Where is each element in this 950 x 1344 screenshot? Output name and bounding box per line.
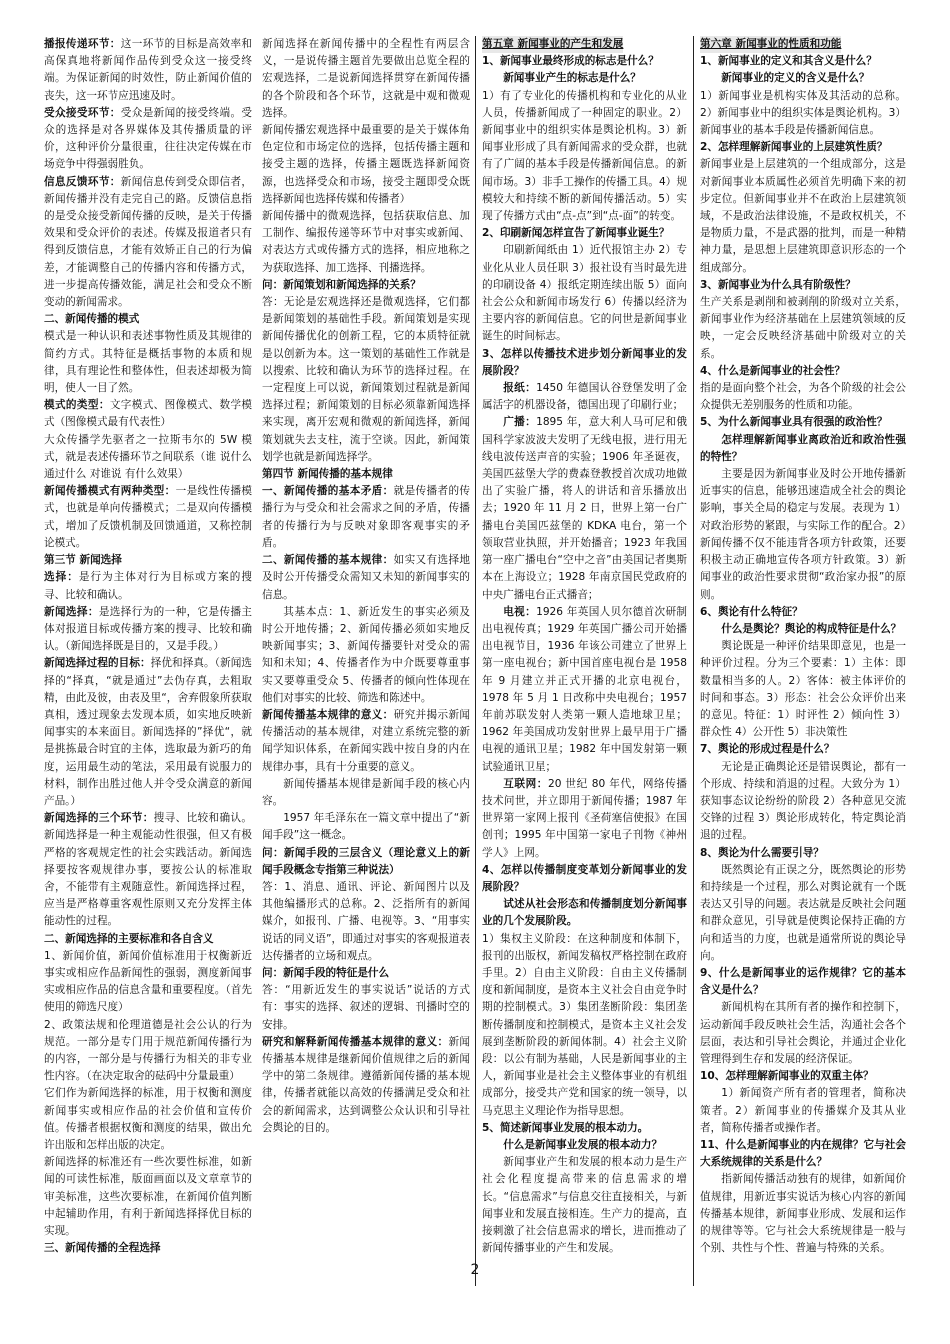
col2-paragraph [262, 982, 470, 1034]
col3-paragraph [482, 1120, 687, 1137]
bold-term: 播报传递环节： [44, 38, 121, 50]
col4-paragraph [700, 1068, 906, 1085]
col4-paragraph [700, 277, 906, 294]
body-text: 就是传播者的传播行为与受众和社会需求之间的矛盾，传播者的传播行为与反映对象即客观事实的矛盾。 [262, 485, 470, 549]
chapter-heading: 第六章 新闻事业的性质和功能 [700, 36, 841, 53]
body-text: 2、政策法规和伦理道德是社会公认的行为规范。一部分是专门用于规范新闻传播行为的内容，一部分是与传播行为相关的非专业性内容。（在决定取舍的砝码中分量最重） [44, 1018, 252, 1083]
body-text: 指新闻传播活动独有的规律，如新闻价值规律，用新近事实说话为核心内容的新闻传播基本规律，新闻事业形成、发展和运作的规律等等。它与社会大系统规律是一般与个别、共性与个性、普遍与特殊的关系。 [700, 1173, 906, 1255]
body-text: 是选择行为的一种，它是传播主体对报道目标或传播方案的搜寻、比较和确认。（新闻选择既是目的，又是手段。） [44, 605, 252, 653]
col4-paragraph [700, 604, 906, 621]
bold-term: 10、怎样理解新闻事业的双重主体？ [700, 1070, 874, 1083]
body-text: 新闻传播基本规律是新闻手段的核心内容。 [262, 777, 470, 807]
body-text: 新闻传播中的微观选择，包括获取信息、加工制作、编报传递等环节中对事实或新闻、对表达方式或传播方式的选择，相应地称之为获取选择、加工选择、刊播选择。 [262, 210, 470, 274]
col3-paragraph [482, 242, 687, 345]
body-text: 其基本点：1、新近发生的事实必须及时公开地传播；2、新闻传播必须如实地反映新闻事实；3、新闻传播要针对受众的需知和未知；4、传播者作为中介既要尊重事实又要尊重受众 5、传播者的倾向性体现在他们对事实的比较、筛选和陈述中。 [262, 605, 470, 704]
col2-paragraph [262, 810, 470, 844]
col2-paragraph [262, 604, 470, 707]
col2-paragraph [262, 208, 470, 277]
col3-paragraph [482, 36, 687, 53]
section-heading: 二、新闻选择的主要标准和各自含义 [44, 932, 214, 945]
body-text: 新闻机构在其所有者的操作和控制下，运动新闻手段反映社会生活，沟通社会各个层面，表达和引导社会舆论，并通过企业化管理得到生存和发展的经济保证。 [700, 1001, 906, 1065]
col4-paragraph [700, 414, 906, 431]
col1-paragraph [44, 1017, 252, 1086]
body-text: 新闻传播宏观选择中最重要的是关于媒体角色定位和市场定位的选择，包括传播主题和接受主题的选择，传播主题既选择新闻资源，也选择受众和市场，接受主题即受众既选择新闻也选择传媒和传播者） [262, 124, 470, 205]
body-text: 答：无论是宏观选择还是微观选择，它们都是新闻策划的基础性手段。新闻策划是实现新闻传播优化的创新工程，它的本质特征就是以创新为本。这一策划的基础性工作就是以搜索、比较和确认为环节的选择过程。在一定程度上可以说，新闻策划过程就是新闻选择过程；新闻策划的目标必须靠新闻选择来实现，离开宏观和微观的新闻选择，新闻策划就失去支柱，流于空谈。因此，新闻策划学也就是新闻选择学。 [262, 296, 470, 463]
body-text: 研究并揭示新闻传播活动的基本规律，对建立系统完整的新闻学知识体系，在新闻实践中按自身的内在规律办事，具有十分重要的意义。 [262, 708, 470, 773]
col2-paragraph [262, 277, 470, 294]
col2-paragraph [262, 707, 470, 776]
col4-paragraph [700, 759, 906, 845]
col2-paragraph [262, 466, 470, 483]
col4-paragraph [700, 53, 906, 70]
body-text: 1926 年英国人贝尔德首次研制出电视传真；1929 年英国广播公司开始播出电视节目，1936 年该公司建立了世界上第一座电视台；新中国首座电视台是 1958 年 9 月建立并正式开播的北京电视台，1978 年 5 月 1 日改称中央电视台；1957 年前苏联发射人类第一颗人造地球卫星；1962 年美国成功发射世界上最早用于广播电视的通讯卫星；1982 年中国发射第一颗试验通讯卫星； [482, 605, 687, 773]
body-text: 搜寻、比较和确认。新闻选择是一种主观能动性很强，但又有极严格的客观规定性的社会实践活动。新闻选择要按客观规律办事，要按公认的标准取舍，不能带有主观随意性。新闻选择过程，应当是严格尊重客观性原则又充分发挥主体能动性的过程。 [44, 812, 252, 928]
body-text: 这一环节的目标是高效率和高保真地将新闻作品传到受众这一接受终端。为保证新闻的时效性，防止新闻价值的丧失，这一环节应迅速及时。 [44, 38, 252, 102]
col1-paragraph [44, 948, 252, 1017]
bold-term: 2、印刷新闻怎样宣告了新闻事业诞生？ [482, 227, 670, 240]
col1-paragraph [44, 105, 252, 174]
body-text: 答：“用新近发生的事实说话”说话的方式有：事实的选择、叙述的逻辑、刊播时空的安排。 [262, 984, 470, 1031]
col4-paragraph [700, 999, 906, 1068]
body-text: 20 世纪 80 年代，网络传播技术问世，并立即用于新闻传播；1987 年世界第一家网上报刊《圣荷塞信使报》在国创刊；1995 年中国第一家电子刊物《神州学人》上网。 [482, 777, 687, 859]
bold-term: 新闻事业产生的标志是什么？ [503, 72, 641, 85]
section-heading: 第四节 新闻传播的基本规律 [262, 468, 393, 481]
body-text: 生产关系是剥削和被剥削的阶级对立关系，新闻事业作为经济基础在上层建筑领域的反映，一定会反映经济基础中阶级对立的关系。 [700, 296, 906, 360]
body-text: 新闻事业是上层建筑的一个组成部分，这是对新闻事业本质属性必须首先明确下来的初步定位。但新闻事业并不在政治上层建筑领域，不是政治法律设施，不是政权机关，不是物质力量，不是武器的批判，而是一种精神力量，是思想上层建筑即意识形态的一个组成部分。 [700, 158, 906, 274]
col4-paragraph [700, 363, 906, 380]
col3-paragraph [482, 1137, 687, 1154]
section-heading: 二、新闻传播的模式 [44, 313, 140, 326]
col1-paragraph [44, 552, 252, 569]
bold-term: 6、舆论有什么特征？ [700, 605, 803, 618]
col1-paragraph [44, 655, 252, 810]
col2-paragraph [262, 552, 470, 604]
bold-term: 4、怎样以传播制度变革划分新闻事业的发展阶段？ [482, 863, 687, 893]
chapter-heading: 第五章 新闻事业的产生和发展 [482, 36, 623, 53]
col3-paragraph [482, 70, 687, 87]
bold-term: 新闻选择的三个环节： [44, 812, 154, 825]
col3-paragraph [482, 414, 687, 603]
col1-paragraph [44, 432, 252, 484]
body-text: 舆论既是一种评价结果即意见，也是一种评价过程。分为三个要素：1）主体：即数量相当多的人。2）客体：被主体评价的时间和事态。3）形态：社会公众评价出来的意见。特征：1）时评性 2）倾向性 3）群众性 4）公开性 5）非决策性 [700, 640, 906, 739]
col4-paragraph [700, 380, 906, 414]
col4-paragraph [700, 466, 906, 604]
col1-paragraph [44, 1085, 252, 1154]
col1-paragraph [44, 328, 252, 397]
col3-paragraph [482, 346, 687, 380]
bold-term: 新闻选择： [44, 605, 99, 618]
col3-paragraph [482, 776, 687, 862]
bold-term: 试述从社会形态和传播制度划分新闻事业的几个发展阶段。 [482, 898, 687, 928]
col2-paragraph [262, 776, 470, 810]
col3-paragraph [482, 1154, 687, 1257]
body-text: 模式是一种认识和表述事物性质及其规律的简约方式。其特征是概括事物的本质和规律，具有理论性和整体性，但表述却极为简明，使人一目了然。 [44, 330, 252, 395]
body-text: 一是线性传播模式，也就是单向传播模式；二是双向传播模式，增加了反馈机制及回馈通道，又称控制论模式。 [44, 485, 252, 549]
column-divider [693, 36, 694, 1286]
body-text: 新闻事业产生和发展的根本动力是生产社会化程度提高带来的信息需求的增长。“信息需求”与信息交往直接相关，与新闻事业和发展直接相连。生产力的提高，直接刺激了社会信息需求的增长，进而推动了新闻传播事业的产生和发展。 [482, 1156, 687, 1255]
column-4 [700, 36, 906, 1286]
col2-paragraph [262, 1034, 470, 1137]
body-text: 1450 年德国认谷登堡发明了金属活字的机器设备，德国出现了印刷行业； [482, 382, 687, 412]
bold-term: 问：新闻策划和新闻选择的关系？ [262, 278, 421, 291]
col1-paragraph [44, 569, 252, 603]
body-text: 它们作为新闻选择的标准，用于权衡和测度新闻事实或相应作品的社会价值和宣传价值。传播者根据权衡和测度的结果，做出允许出版和怎样出版的决定。 [44, 1087, 252, 1151]
col3-paragraph [482, 225, 687, 242]
bold-term: 电视： [503, 605, 537, 618]
bold-term: 怎样理解新闻事业离政治近和政治性强的特性？ [700, 433, 906, 463]
col1-paragraph [44, 931, 252, 948]
col3-paragraph [482, 896, 687, 930]
body-text: 1）有了专业化的传播机构和专业化的从业人员，传播新闻成了一种固定的职业。2）新闻事业中的组织实体是舆论机构。3）新闻事业形成了具有新闻需求的受众群，也就有了广阔的基本手段是传播新闻信息。的新闻市场。3）非手工操作的传播工具。4）规模较大和持续不断的新闻传播活动。5）实现了传播方式由“点-点”到“点-面”的转变。 [482, 89, 687, 223]
bold-term: 新闻选择过程的目标： [44, 657, 151, 670]
col2-paragraph [262, 122, 470, 208]
col4-paragraph [700, 70, 906, 87]
col4-paragraph [700, 862, 906, 965]
body-text: 1957 年毛泽东在一篇文章中提出了“新闻手段”这一概念。 [262, 812, 470, 842]
body-text: 答：1、消息、通讯、评论、新闻图片以及其他编播形式的总称。2、泛指所有的新闻媒介，如报刊、广播、电视等。3、“用事实说话的同义语”，即通过对事实的客观报道表达传播者的立场和观点。 [262, 880, 470, 962]
bold-term: 互联网： [503, 777, 548, 790]
col1-paragraph [44, 604, 252, 656]
body-text: 受众是新闻的接受终端。受众的选择是对各界媒体及其传播质量的评价，这种评价分量很重，往往决定传媒在市场竞争中得强弱胜负。 [44, 106, 252, 171]
bold-term: 3、怎样以传播技术进步划分新闻事业的发展阶段？ [482, 347, 687, 377]
bold-term: 新闻传播基本规律的意义： [262, 708, 394, 721]
body-text: 新闻传播基本规律是继新闻价值规律之后的新闻学中的第二条规律。遵循新闻传播的基本规律，传播者就能以高效的传播满足受众和社会的新闻需求，达到调整公众认识和引导社会舆论的目的。 [262, 1035, 470, 1134]
bold-term: 8、舆论为什么需要引导？ [700, 846, 824, 859]
bold-term: 9、什么是新闻事业的运作规律？它的基本含义是什么？ [700, 966, 906, 997]
bold-term: 1、新闻事业的定义和其含义是什么？ [700, 55, 877, 68]
column-divider [475, 36, 476, 1286]
col4-paragraph [700, 1085, 906, 1137]
body-text: 印刷新闻纸由 1）近代报馆主办 2）专业化从业人员任职 3）报社设有当时最先进的印刷设备 4）报纸定期连续出版 5）面向社会公众和新闻市场发行 6）传播以经济为主要内容的新闻信息。它的问世是新闻事业诞生的时间标志。 [482, 244, 687, 343]
bold-term: 什么是舆论？舆论的构成特征是什么？ [721, 622, 902, 635]
col3-paragraph [482, 88, 687, 226]
body-text: 1）新闻事业是机构实体及其活动的总称。2）新闻事业中的组织实体是舆论机构。3）新闻事业的基本手段是传播新闻信息。 [700, 89, 906, 137]
col1-paragraph [44, 397, 252, 431]
bold-term: 问：新闻手段的三层含义（理论意义上的新闻手段概念专指第三种说法） [262, 846, 470, 876]
page-number: 2 [470, 1262, 480, 1278]
bold-term: 模式的类型： [44, 399, 110, 412]
body-text: 新闻选择在新闻传播中的全程性有两层含义，一是说传播主题首先要做出总览全程的宏观选择，二是说新闻选择贯穿在新闻传播的各个阶段和各个环节，这就是中观和微观选择。 [262, 38, 470, 119]
body-text: 既然舆论有正误之分，既然舆论的形势和持续是一个过程，那么对舆论就有一个既表达又引导的问题。表达就是反映社会问题和群众意见，引导就是使舆论保持正确的方向和适当的力度，也就是通常所说的舆论导向。 [700, 863, 906, 962]
body-text: 1、新闻价值，新闻价值标准用于权衡新近事实或相应作品新闻性的强弱，测度新闻事实或相应作品的信息含量和重要程度。（首先使用的筛选尺度） [44, 949, 252, 1014]
body-text: 文字模式、图像模式、数学模式（图像模式最有代表性） [44, 399, 252, 429]
bold-term: 受众接受环节： [44, 106, 121, 119]
col1-paragraph [44, 311, 252, 328]
section-heading: 第三节 新闻选择 [44, 554, 122, 567]
body-text: 如实又有选择地及时公开传播受众需知又未知的新闻事实的信息。 [262, 554, 470, 601]
bold-term: 2、怎样理解新闻事业的上层建筑性质？ [700, 141, 888, 154]
col2-paragraph [262, 483, 470, 552]
col1-paragraph [44, 1154, 252, 1240]
col4-paragraph [700, 156, 906, 276]
body-text: 新闻选择的标准还有一些次要性标准，如新闻的可读性标准，版面画面以及文章章节的审美标准，这些次要标准，在新闻价值判断中起辅助作用，有利于新闻选择择优目标的实现。 [44, 1156, 252, 1238]
section-heading: 三、新闻传播的全程选择 [44, 1242, 161, 1255]
bold-term: 5、为什么新闻事业具有很强的政治性？ [700, 416, 888, 429]
col4-paragraph [700, 1171, 906, 1257]
col2-paragraph [262, 965, 470, 982]
bold-term: 3、新闻事业为什么具有阶级性？ [700, 278, 856, 291]
bold-term: 什么是新闻事业发展的根本动力？ [503, 1139, 663, 1151]
col3-paragraph [482, 931, 687, 1120]
col4-paragraph [700, 741, 906, 758]
bold-term: 广播： [503, 416, 537, 429]
col1-paragraph [44, 1240, 252, 1257]
bold-term: 研究和解释新闻传播基本规律的意义： [262, 1035, 449, 1048]
col1-paragraph [44, 483, 252, 552]
col4-paragraph [700, 432, 906, 466]
col2-paragraph [262, 294, 470, 466]
bold-term: 新闻事业的定义的含义是什么？ [721, 72, 870, 85]
body-text: 1895 年，意大利人马可尼和俄国科学家波波夫发明了无线电报，进行用无线电波传送声音的实验；1906 年圣诞夜，美国匹兹堡大学的费森登教授首次成功地做出了实验广播，将人的讲话和音乐播放出去；1920 年 11 月 2 日，世界上第一台广播电台美国匹兹堡的 KDKA 电台，第一个领取营业执照，并开始播音；1923 年我国第一座广播电台“空中之音”由美国记者奥斯本在上海设立；1928 年南京国民党政府的中央广播电台正式播音； [482, 416, 687, 601]
column-2 [262, 36, 470, 1286]
body-text: 新闻信息传到受众即信者，新闻传播并没有走完自己的路。反馈信息指的是受众接受新闻传播的反映，是关于传播效果和受众评价的表述。传媒及报道者只有得到反馈信息，才能有效矫正自己的行为偏差，才能调整自己的传播内容和传播方式，进一步提高传播效能，满足社会和受众不断变动的新闻需求。 [44, 175, 252, 309]
col3-paragraph [482, 53, 687, 70]
col3-paragraph [482, 604, 687, 776]
bold-term: 选择： [44, 571, 79, 584]
col4-paragraph [700, 88, 906, 140]
body-text: 主要是因为新闻事业及时公开地传播新近事实的信息，能够迅速造成全社会的舆论影响，事关全局的稳定与发展。表现为 1）对政治形势的紧跟，与实际工作的配合。2）新闻传播不仅不能违背各项方针政策，还要积极主动正确地宣传各项方针政策。3）新闻事业的政治性要求贯彻“政治家办报”的原则。 [700, 468, 906, 601]
col4-paragraph [700, 621, 906, 638]
body-text: 1）新闻资产所有者的管理者，简称决策者。2）新闻事业的传播媒介及其从业者，简称传播者或操作者。 [700, 1087, 906, 1134]
bold-term: 一、新闻传播的基本矛盾： [262, 485, 394, 498]
body-text: 择优和择真。（新闻选择的“择真，“就是通过”去伪存真，去粗取精，由此及彼，由表及里“，舍弃假象所获取真相，透过现象去发现本质，如实地反映新闻事实的本来面目。新闻选择的”择优“，就是挑拣最合时宜的主体，选取最为新巧的角度，运用最生动的笔法，采用最有说服力的材料，制作出胜过他人并令受众满意的新闻产品。） [44, 657, 252, 807]
bold-term: 1、新闻事业最终形成的标志是什么？ [482, 55, 659, 68]
col4-paragraph [700, 36, 906, 53]
column-1 [44, 36, 252, 1286]
bold-term: 4、什么是新闻事业的社会性？ [700, 364, 846, 377]
body-text: 是行为主体对行为目标或方案的搜寻、比较和确认。 [44, 571, 252, 601]
bold-term: 二、新闻传播的基本规律： [262, 554, 394, 567]
column-3 [482, 36, 687, 1286]
bold-term: 报纸： [503, 382, 537, 395]
col4-paragraph [700, 139, 906, 156]
bold-term: 问：新闻手段的特征是什么 [262, 966, 390, 979]
body-text: 无论是正确舆论还是错误舆论，都有一个形成、持续和消退的过程。大致分为 1）获知事态议论纷纷的阶段 2）各种意见交流交锋的过程 3）舆论形成转化，特定舆论消退的过程。 [700, 760, 906, 842]
bold-term: 7、舆论的形成过程是什么？ [700, 743, 835, 756]
col1-paragraph [44, 36, 252, 105]
col2-paragraph [262, 879, 470, 965]
col3-paragraph [482, 380, 687, 414]
col4-paragraph [700, 294, 906, 363]
body-text: 大众传播学先驱者之一拉斯韦尔的 5W 模式，就是表述传播环节之间联系（谁 说什么 通过什么 对谁说 有什么效果） [44, 433, 252, 481]
bold-term: 新闻传播模式有两种类型： [44, 485, 176, 498]
col2-paragraph [262, 845, 470, 879]
body-text: 1）集权主义阶段：在这种制度和体制下，报刊的出版权，新闻发稿权严格控制在政府手里。2）自由主义阶段：自由主义传播制度和新闻制度，是资本主义社会自由竞争时期的控制模式。3）集团垄断阶段：集团垄断传播制度和控制模式，是资本主义社会发展到垄断阶段的新闻体制。4）社会主义阶段：以公有制为基础，人民是新闻事业的主人，新闻事业是社会主义整体事业的有机组成部分，接受共产党和国家的统一领导，以马克思主义理论作为指导思想。 [482, 932, 687, 1117]
col4-paragraph [700, 965, 906, 999]
col4-paragraph [700, 638, 906, 741]
bold-term: 信息反馈环节： [44, 175, 121, 188]
col1-paragraph [44, 810, 252, 930]
bold-term: 5、简述新闻事业发展的根本动力。 [482, 1121, 649, 1134]
col2-paragraph [262, 36, 470, 122]
bold-term: 11、什么是新闻事业的内在规律？它与社会大系统规律的关系是什么？ [700, 1139, 906, 1169]
col1-paragraph [44, 174, 252, 312]
col4-paragraph [700, 1137, 906, 1171]
col3-paragraph [482, 862, 687, 896]
body-text: 指的是面向整个社会，为各个阶级的社会公众提供无差别服务的性质和功能。 [700, 382, 906, 412]
col4-paragraph [700, 845, 906, 862]
